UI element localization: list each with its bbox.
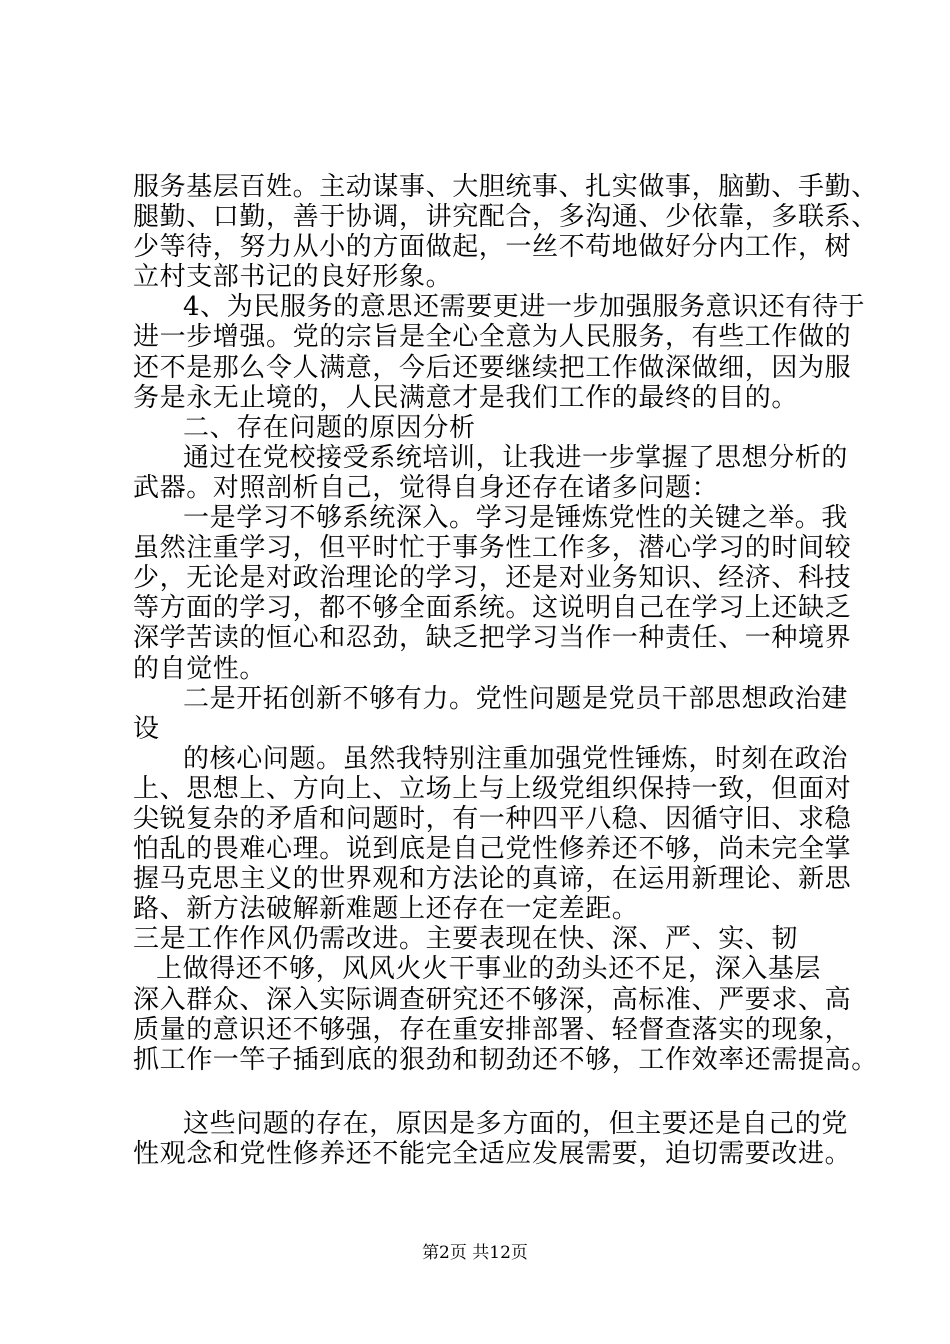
text-line: 上、思想上、方向上、立场上与上级党组织保持一致，但面对 bbox=[133, 773, 852, 804]
text-line: 尖锐复杂的矛盾和问题时，有一种四平八稳、因循守旧、求稳 bbox=[133, 803, 852, 834]
text-line: 少，无论是对政治理论的学习，还是对业务知识、经济、科技 bbox=[133, 563, 852, 594]
text-line: 性观念和党性修养还不能完全适应发展需要，迫切需要改进。 bbox=[133, 1138, 852, 1169]
paragraph-gap bbox=[133, 1075, 833, 1109]
text-line: 握马克思主义的世界观和方法论的真谛，在运用新理论、新思 bbox=[133, 864, 852, 895]
text-line: 4、为民服务的意思还需要更进一步加强服务意识还有待于 bbox=[183, 292, 866, 323]
text-line: 通过在党校接受系统培训，让我进一步掌握了思想分析的 bbox=[183, 442, 849, 473]
text-line: 少等待，努力从小的方面做起，一丝不苟地做好分内工作，树 bbox=[133, 232, 852, 263]
text-line: 上做得还不够，风风火火干事业的劲头还不足，深入基层 bbox=[156, 954, 822, 985]
text-line: 二是开拓创新不够有力。党性问题是党员干部思想政治建 bbox=[183, 683, 849, 714]
text-line: 深入群众、深入实际调查研究还不够深，高标准、严要求、高 bbox=[133, 984, 852, 1015]
text-line: 怕乱的畏难心理。说到底是自己党性修养还不够，尚未完全掌 bbox=[133, 834, 852, 865]
page-number-footer: 第2页 共12页 bbox=[422, 1243, 528, 1263]
text-line: 武器。对照剖析自己，觉得自身还存在诸多问题： bbox=[133, 472, 719, 503]
text-line: 务是永无止境的，人民满意才是我们工作的最终的目的。 bbox=[133, 382, 799, 413]
text-line: 等方面的学习，都不够全面系统。这说明自己在学习上还缺乏 bbox=[133, 593, 852, 624]
body-text bbox=[133, 172, 878, 1169]
text-line: 质量的意识还不够强，存在重安排部署、轻督查落实的现象， bbox=[133, 1014, 852, 1045]
text-line: 进一步增强。党的宗旨是全心全意为人民服务，有些工作做的 bbox=[133, 322, 852, 353]
text-line: 设 bbox=[133, 713, 160, 744]
text-line: 三是工作作风仍需改进。主要表现在快、深、严、实、韧 bbox=[133, 924, 799, 955]
text-line: 的自觉性。 bbox=[133, 653, 267, 684]
text-line: 腿勤、口勤，善于协调，讲究配合，多沟通、少依靠，多联系、 bbox=[133, 202, 878, 233]
text-line: 服务基层百姓。主动谋事、大胆统事、扎实做事，脑勤、手勤、 bbox=[133, 172, 878, 202]
text-line: 这些问题的存在，原因是多方面的，但主要还是自己的党 bbox=[183, 1108, 849, 1139]
text-line: 的核心问题。虽然我特别注重加强党性锤炼，时刻在政治 bbox=[183, 743, 849, 774]
text-line: 深学苦读的恒心和忍劲，缺乏把学习当作一种责任、一种境界 bbox=[133, 623, 852, 654]
text-line: 虽然注重学习，但平时忙于事务性工作多，潜心学习的时间较 bbox=[133, 533, 852, 564]
text-line: 一是学习不够系统深入。学习是锤炼党性的关键之举。我 bbox=[183, 503, 849, 534]
text-line: 立村支部书记的良好形象。 bbox=[133, 262, 453, 293]
section-heading: 二、存在问题的原因分析 bbox=[183, 412, 476, 443]
text-line: 路、新方法破解新难题上还存在一定差距。 bbox=[133, 894, 639, 925]
text-line: 抓工作一竿子插到底的狠劲和韧劲还不够，工作效率还需提高。 bbox=[133, 1044, 878, 1075]
text-line: 还不是那么令人满意，今后还要继续把工作做深做细，因为服 bbox=[133, 352, 852, 383]
